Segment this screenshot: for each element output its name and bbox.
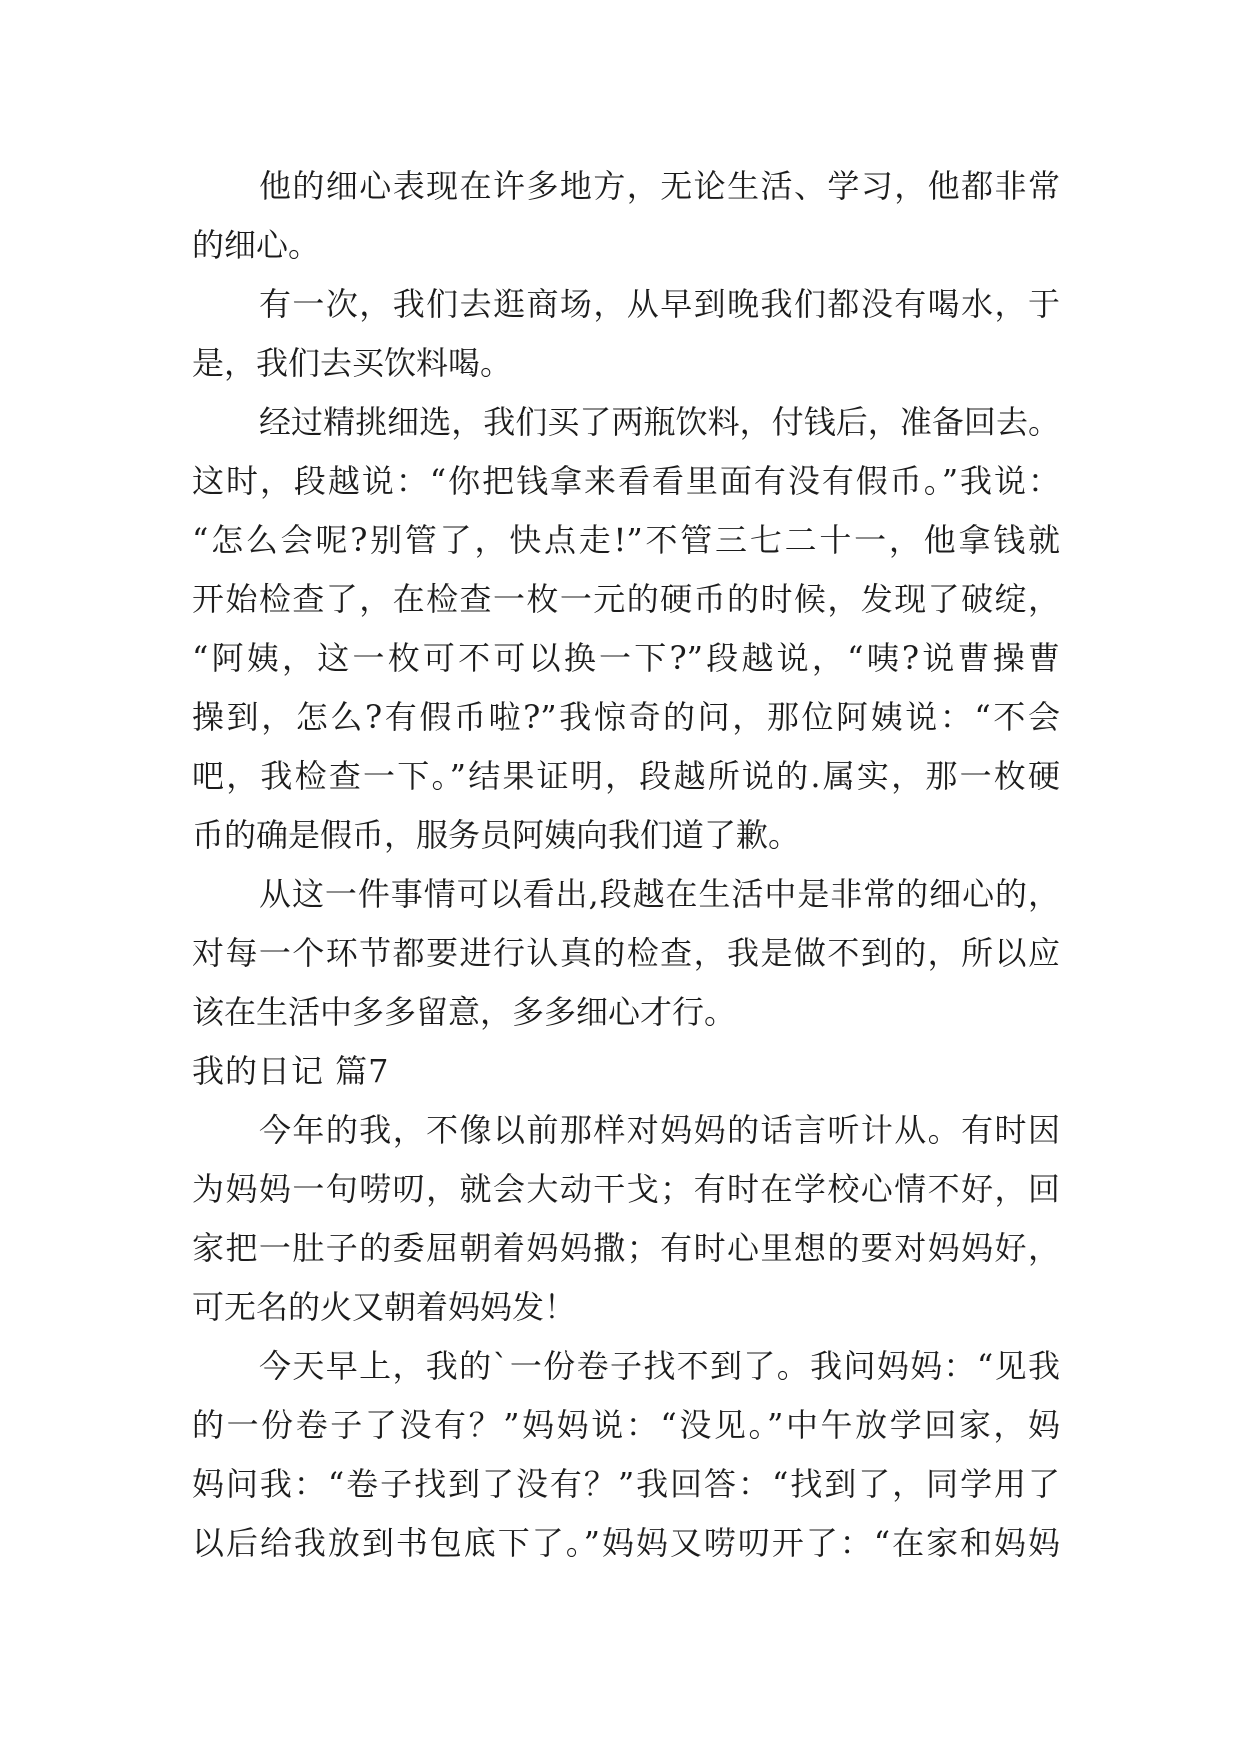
text-line: 从这一件事情可以看出,段越在生活中是非常的细心的， — [259, 875, 1060, 913]
text-line: 有一次，我们去逛商场，从早到晚我们都没有喝水，于 — [259, 285, 1060, 323]
text-line: “怎么会呢?别管了，快点走!”不管三七二十一，他拿钱就 — [192, 521, 1060, 559]
text-line: 经过精挑细选，我们买了两瓶饮料，付钱后，准备回去。 — [259, 403, 1060, 441]
paragraph — [192, 393, 1060, 865]
section-heading — [192, 1042, 1060, 1101]
text-line: 妈问我：“卷子找到了没有？”我回答：“找到了，同学用了 — [192, 1465, 1060, 1503]
text-line: 以后给我放到书包底下了。”妈妈又唠叨开了：“在家和妈妈 — [192, 1524, 1060, 1562]
text-line: 开始检查了，在检查一枚一元的硬币的时候，发现了破绽， — [192, 580, 1060, 618]
text-line: 的一份卷子了没有？”妈妈说：“没见。”中午放学回家，妈 — [192, 1406, 1060, 1444]
text-line: 该在生活中多多留意，多多细心才行。 — [192, 993, 737, 1031]
text-line: 的细心。 — [192, 226, 321, 264]
text-line: 为妈妈一句唠叨，就会大动干戈；有时在学校心情不好，回 — [192, 1170, 1060, 1208]
text-line: 可无名的火又朝着妈妈发！ — [192, 1288, 577, 1326]
text-line: 是，我们去买饮料喝。 — [192, 344, 513, 382]
text-line: 对每一个环节都要进行认真的检查，我是做不到的，所以应 — [192, 934, 1060, 972]
text-line: 操到，怎么?有假币啦?”我惊奇的问，那位阿姨说：“不会 — [192, 698, 1060, 736]
heading-text: 我的日记 篇7 — [192, 1052, 390, 1090]
paragraph — [192, 275, 1060, 393]
text-line: 今年的我，不像以前那样对妈妈的话言听计从。有时因 — [259, 1111, 1060, 1149]
text-line: 他的细心表现在许多地方，无论生活、学习，他都非常 — [259, 167, 1060, 205]
paragraph — [192, 157, 1060, 275]
text-line: 币的确是假币，服务员阿姨向我们道了歉。 — [192, 816, 801, 854]
text-line: 家把一肚子的委屈朝着妈妈撒；有时心里想的要对妈妈好， — [192, 1229, 1060, 1267]
text-line: 吧，我检查一下。”结果证明，段越所说的.属实，那一枚硬 — [192, 757, 1060, 795]
text-line: “阿姨，这一枚可不可以换一下?”段越说，“咦?说曹操曹 — [192, 639, 1060, 677]
text-line: 今天早上，我的`一份卷子找不到了。我问妈妈：“见我 — [259, 1347, 1060, 1385]
paragraph — [192, 865, 1060, 1042]
text-line: 这时，段越说：“你把钱拿来看看里面有没有假币。”我说： — [192, 462, 1060, 500]
document-page — [192, 157, 1060, 1573]
paragraph — [192, 1101, 1060, 1337]
paragraph — [192, 1337, 1060, 1573]
